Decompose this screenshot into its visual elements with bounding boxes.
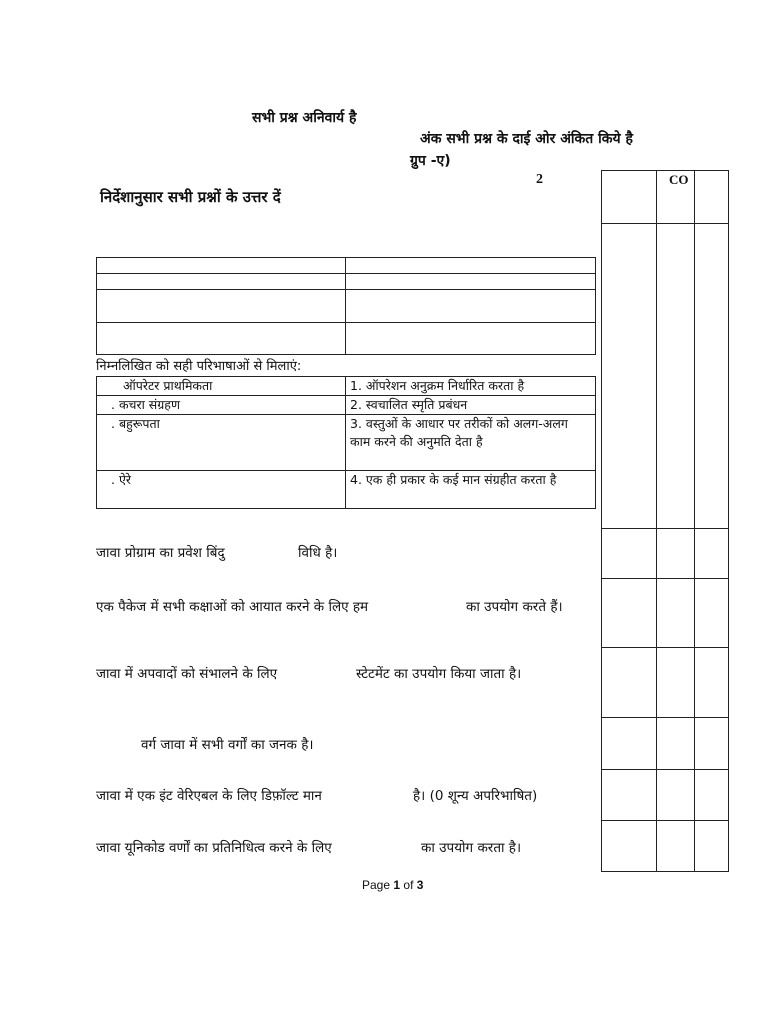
page-number: 1 [393,878,401,892]
group-label: ग्रुप -ए) [410,153,451,169]
matching-table [96,376,596,509]
question-3-part-b: स्टेटमेंट का उपयोग किया जाता है। [356,666,522,682]
blank-cell [346,258,596,274]
page-footer [362,878,423,892]
matching-term: ऑपरेटर प्राथमिकता [97,377,346,396]
co-column-label: CO [669,172,689,187]
marks-co-grid [601,170,729,872]
question-1-part-a: जावा प्रोग्राम का प्रवेश बिंदु [96,545,225,561]
instruction-heading: निर्देशानुसार सभी प्रश्नों के उत्तर दें [100,188,281,206]
matching-definition: 1. ऑपरेशन अनुक्रम निर्धारित करता है [346,377,596,396]
blank-cell [97,258,346,274]
all-compulsory-heading: सभी प्रश्न अनिवार्य है [252,110,357,126]
question-4: वर्ग जावा में सभी वर्गों का जनक है। [141,737,314,753]
matching-term: . कचरा संग्रहण [97,396,346,415]
blank-table [96,257,596,355]
blank-cell [97,290,346,323]
question-1-part-b: विधि है। [298,545,338,561]
matching-term: . बहुरूपता [97,415,346,471]
of-word: of [403,878,414,892]
matching-row [97,471,596,509]
blank-cell [346,290,596,323]
matching-row [97,415,596,471]
matching-definition: 3. वस्तुओं के आधार पर तरीकों को अलग-अलग काम करने की अनुमति देता है [346,415,596,471]
question-2-part-a: एक पैकेज में सभी कक्षाओं को आयात करने के लिए हम [96,599,369,615]
blank-cell [346,274,596,290]
question-6-part-a: जावा यूनिकोड वर्णों का प्रतिनिधित्व करने के लिए [96,840,332,856]
matching-row [97,377,596,396]
blank-cell [97,323,346,355]
page-word: Page [362,878,391,892]
question-2-part-b: का उपयोग करते हैं। [466,599,563,615]
question-5-part-b: है। (0 शून्य अपरिभाषित) [413,788,538,804]
blank-cell [346,323,596,355]
question-5-part-a: जावा में एक इंट वेरिएबल के लिए डिफ़ॉल्ट मान [96,788,322,804]
matching-definition: 2. स्वचालित स्मृति प्रबंधन [346,396,596,415]
marks-note: अंक सभी प्रश्न के दाई ओर अंकित किये है [420,131,633,147]
matching-term: . ऐरे [97,471,346,509]
matching-row [97,396,596,415]
question-3-part-a: जावा में अपवादों को संभालने के लिए [96,666,278,682]
matching-definition: 4. एक ही प्रकार के कई मान संग्रहीत करता है [346,471,596,509]
page-total: 3 [416,878,424,892]
marks-value: 2 [536,172,543,187]
matching-prompt: निम्नलिखित को सही परिभाषाओं से मिलाएं: [96,359,302,374]
blank-cell [97,274,346,290]
question-6-part-b: का उपयोग करता है। [421,840,522,856]
